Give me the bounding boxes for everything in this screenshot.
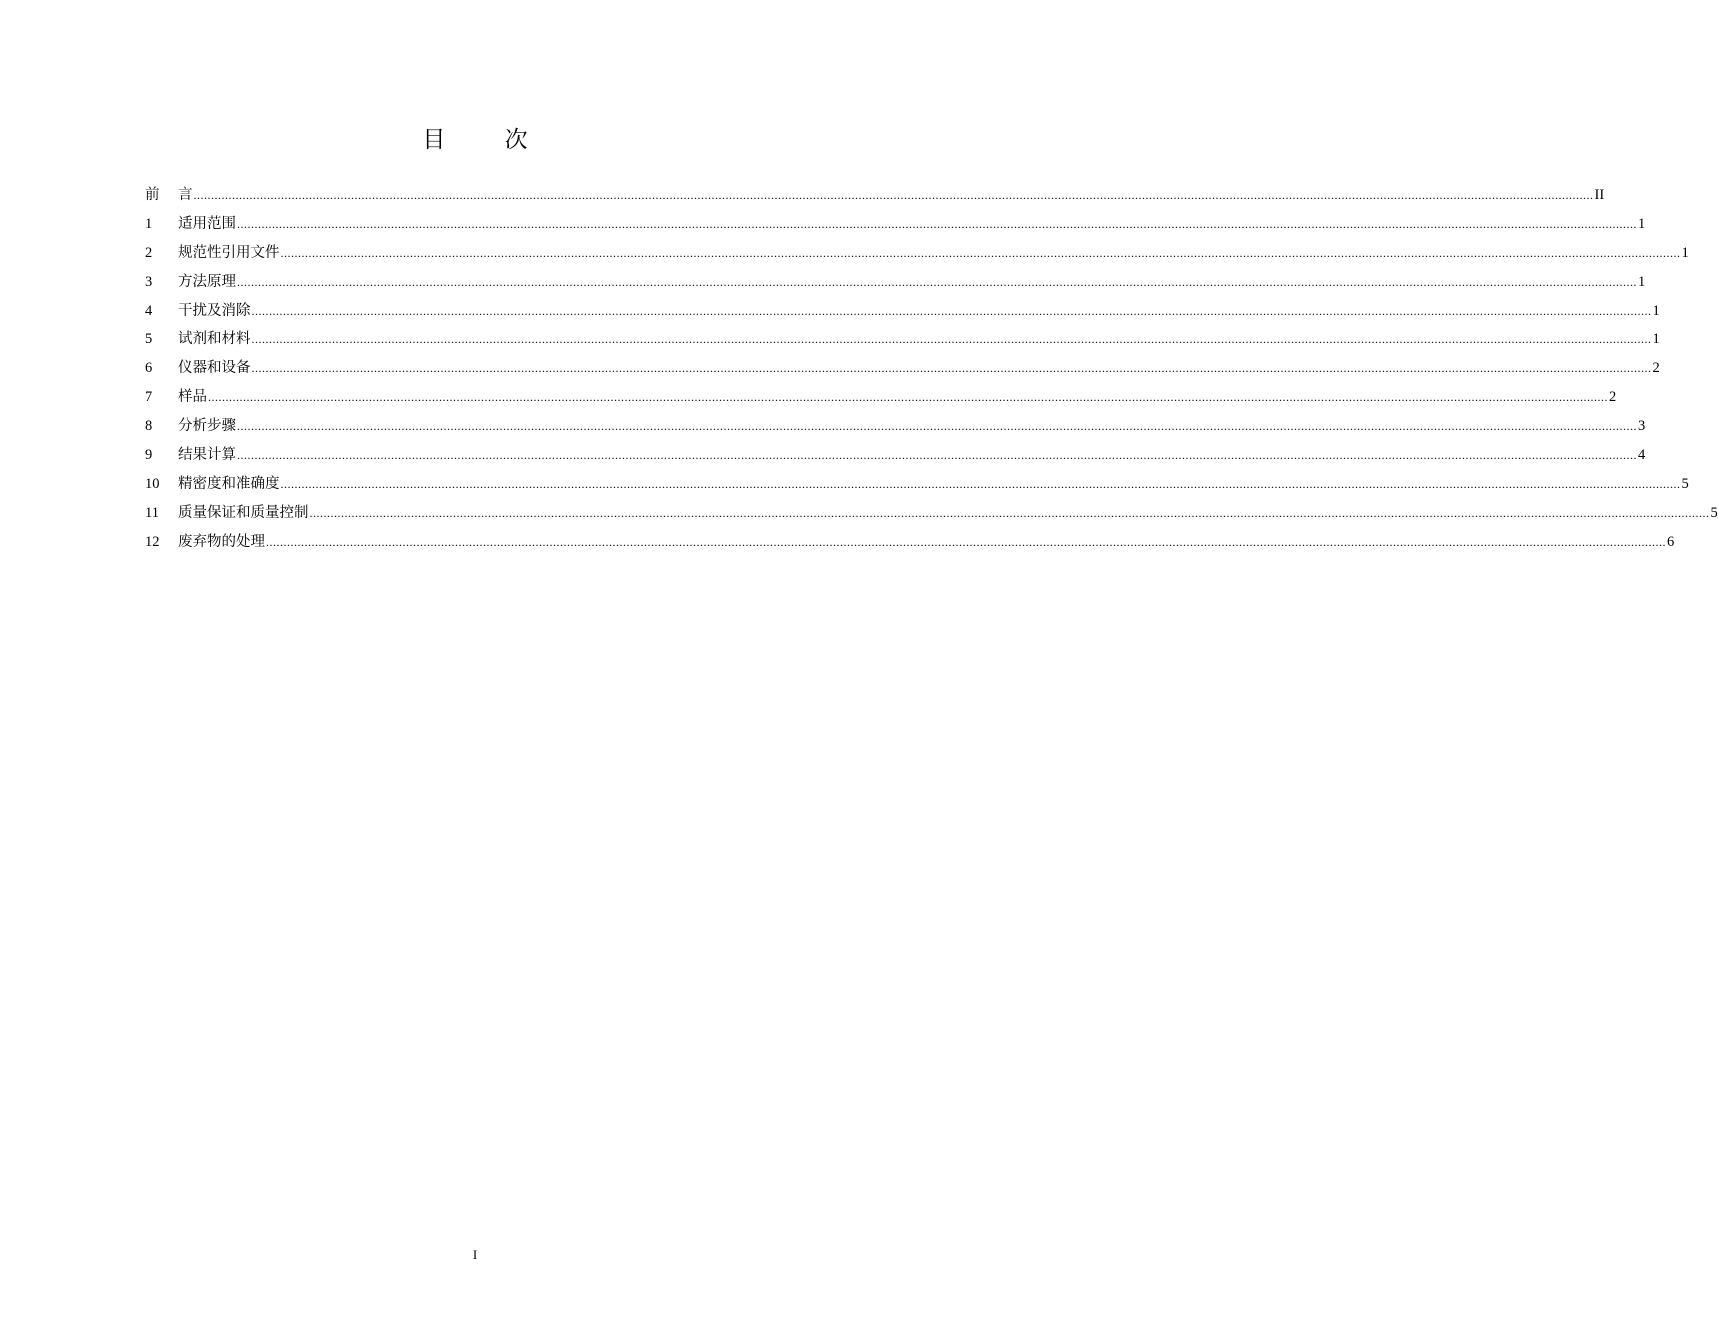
toc-dot-leader: ................................................................................................................................................................................................................................................................................................................................................................................................................	[251, 303, 1652, 318]
toc-entry-page: 1	[1638, 215, 1646, 232]
toc-entry-4[interactable]	[145, 297, 1660, 326]
toc-entry-title: 废弃物的处理	[178, 533, 265, 550]
toc-entry-page: 1	[1638, 273, 1646, 290]
toc-entry-title: 言	[178, 187, 193, 203]
toc-entry-9[interactable]	[145, 441, 1646, 470]
toc-entry-11[interactable]	[145, 499, 1718, 528]
toc-entry-number: 6	[145, 360, 153, 377]
toc-dot-leader: ................................................................................................................................................................................................................................................................................................................................................................................................................	[251, 361, 1652, 376]
toc-entry-7[interactable]	[145, 383, 1617, 412]
toc-entry-6[interactable]	[145, 354, 1660, 383]
toc-entry-title: 质量保证和质量控制	[178, 504, 309, 521]
toc-entry-number: 9	[145, 447, 153, 464]
toc-entry-2[interactable]	[145, 239, 1689, 268]
toc-entry-title: 方法原理	[178, 273, 236, 290]
page-title: 目 次	[422, 127, 554, 153]
toc-entry-12[interactable]	[145, 528, 1675, 557]
toc-entry-title: 结果计算	[178, 447, 236, 464]
toc-entry-8[interactable]	[145, 412, 1646, 441]
toc-entry-10[interactable]	[145, 470, 1689, 499]
toc-entry-page: 1	[1652, 302, 1660, 319]
toc-entry-title: 样品	[178, 389, 207, 406]
toc-entry-page: 5	[1681, 475, 1689, 492]
toc-entry-page: 2	[1652, 360, 1660, 377]
page-number: I	[472, 1247, 478, 1262]
toc-entry-page: 3	[1638, 418, 1646, 435]
toc-entry-page: 6	[1667, 533, 1675, 550]
toc-entry-page: 1	[1681, 244, 1689, 261]
toc-entry-3[interactable]	[145, 268, 1646, 297]
toc-entry-1[interactable]	[145, 210, 1646, 239]
toc-entry-number: 4	[145, 302, 153, 319]
toc-entry-page: 1	[1652, 331, 1660, 348]
toc-entry-number: 2	[145, 244, 153, 261]
toc-entry-title: 适用范围	[178, 215, 236, 232]
toc-entry-title: 试剂和材料	[178, 331, 251, 348]
toc-entry-number: 前	[145, 187, 160, 203]
toc-entry-title: 精密度和准确度	[178, 475, 280, 492]
toc-entry-page: 2	[1609, 389, 1617, 406]
toc-entry-title: 仪器和设备	[178, 360, 251, 377]
toc-entry-5[interactable]	[145, 325, 1660, 354]
toc-dot-leader: ................................................................................................................................................................................................................................................................................................................................................................................................................	[280, 476, 1681, 491]
toc-dot-leader: ................................................................................................................................................................................................................................................................................................................................................................................................................	[237, 448, 1637, 463]
toc-entry-number: 8	[145, 418, 153, 435]
toc-dot-leader: ................................................................................................................................................................................................................................................................................................................................................................................................................	[193, 188, 1594, 202]
table-of-contents	[145, 181, 1718, 557]
toc-entry-number: 10	[145, 475, 160, 492]
toc-dot-leader: ................................................................................................................................................................................................................................................................................................................................................................................................................	[251, 332, 1652, 347]
toc-entry-number: 11	[145, 504, 159, 521]
toc-dot-leader: ................................................................................................................................................................................................................................................................................................................................................................................................................	[208, 390, 1608, 405]
toc-entry-page: II	[1594, 187, 1605, 203]
toc-entry-page: 5	[1710, 504, 1718, 521]
toc-dot-leader: ................................................................................................................................................................................................................................................................................................................................................................................................................	[237, 216, 1637, 231]
toc-dot-leader: ................................................................................................................................................................................................................................................................................................................................................................................................................	[280, 245, 1681, 260]
toc-entry-number: 3	[145, 273, 153, 290]
toc-entry-preface[interactable]	[145, 181, 1605, 210]
toc-entry-title: 规范性引用文件	[178, 244, 280, 261]
toc-entry-page: 4	[1638, 447, 1646, 464]
toc-dot-leader: ................................................................................................................................................................................................................................................................................................................................................................................................................	[237, 274, 1637, 289]
toc-dot-leader: ................................................................................................................................................................................................................................................................................................................................................................................................................	[266, 534, 1666, 549]
toc-entry-title: 分析步骤	[178, 418, 236, 435]
toc-entry-number: 7	[145, 389, 153, 406]
toc-dot-leader: ................................................................................................................................................................................................................................................................................................................................................................................................................	[309, 505, 1710, 520]
toc-entry-title: 干扰及消除	[178, 302, 251, 319]
toc-entry-number: 5	[145, 331, 153, 348]
toc-entry-number: 1	[145, 215, 153, 232]
toc-dot-leader: ................................................................................................................................................................................................................................................................................................................................................................................................................	[237, 419, 1637, 434]
toc-entry-number: 12	[145, 533, 160, 550]
